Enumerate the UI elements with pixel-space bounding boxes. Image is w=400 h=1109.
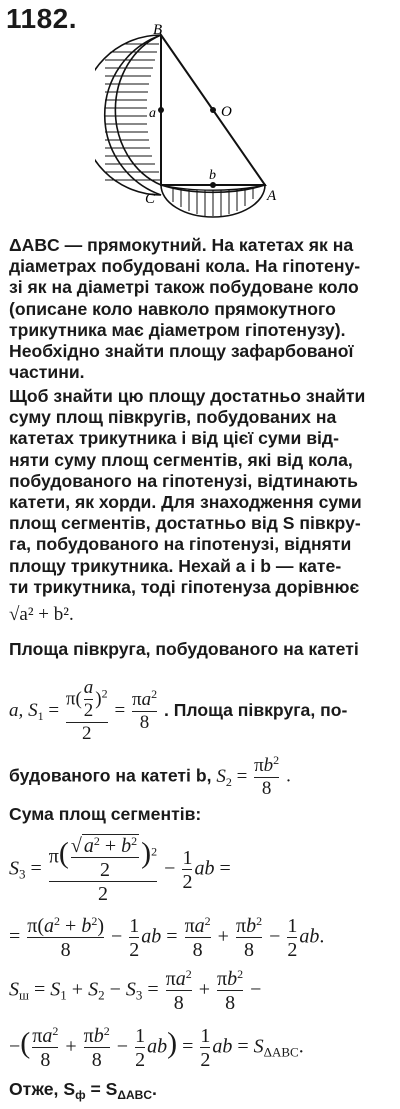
triangle-figure xyxy=(95,20,295,240)
s1-line: a, $S_1$ = π( $\frac{a}{2}$ )$^2$ 2 = $\frac{\pi a^2}{8}$ . Площа півкруга, по- xyxy=(9,677,348,744)
s1-suffix: . Площа півкруга, по- xyxy=(163,700,348,720)
label-c: C xyxy=(145,191,156,207)
s2-text: будованого на катеті b, xyxy=(9,765,212,786)
label-b-side: b xyxy=(209,168,216,183)
intro-line: трикутника має діаметром гіпотенузу). xyxy=(9,319,346,340)
s2-line: будованого на катеті b, $S_2$ = $\frac{\pi b^2}{8}$ . xyxy=(9,753,291,799)
segments-heading: Сума площ сегментів: xyxy=(9,804,202,824)
method-line: ти трикутника, тоді гіпотенуза дорівнює xyxy=(9,576,360,597)
intro-line: Необхідно знайти площу зафарбованої xyxy=(9,341,354,362)
intro-line: (описане коло навколо прямокутного xyxy=(9,298,336,319)
label-a: a xyxy=(149,106,156,121)
intro-line: частини. xyxy=(9,362,85,383)
semicircle-intro: Площа півкруга, побудованого на катеті xyxy=(9,639,359,659)
s1-fraction: π( $\frac{a}{2}$ )$^2$ 2 xyxy=(65,677,108,744)
method-line: катети, як хорди. Для знаходження суми xyxy=(9,492,362,513)
method-paragraph xyxy=(9,386,392,598)
method-line: площ сегментів, достатньо від S півкру- xyxy=(9,513,361,534)
method-line: суму площ півкругів, побудованих на xyxy=(9,407,337,428)
label-o: O xyxy=(221,104,232,120)
method-line: Щоб знайти цю площу достатньо знайти xyxy=(9,386,366,406)
conclusion-text: Отже, S xyxy=(9,1079,76,1099)
label-a-vertex: A xyxy=(267,188,277,204)
method-line: катетах трикутника і від цієї суми від- xyxy=(9,428,339,449)
intro-line: ΔABC — прямокутний. На катетах як на xyxy=(9,235,354,255)
intro-paragraph xyxy=(9,235,392,383)
intro-line: діаметрах побудовані кола. На гіпотену- xyxy=(9,256,361,277)
conclusion-dot: . xyxy=(151,1079,157,1099)
shaded-area-equation: $S_ш = S_1 + S_2 - S_3$ = $\frac{\pi a^2}{8}$ + $\frac{\pi b^2}{8}$ − xyxy=(9,967,262,1014)
s3-equation-cont: = $\frac{\pi(a^2 + b^2)}{8}$ − $\frac{1}{2}$ ab = $\frac{\pi a^2}{8}$ + $\frac{\pi b^2}{8}$ − $\frac{1}{2}$ ab. xyxy=(9,914,325,961)
s1-prefix: a, xyxy=(9,700,24,721)
label-b-vertex: B xyxy=(153,22,163,38)
s3-equation: $S_3$ = π( $\frac{√ a^2 + b^2}{2}$ )$^2$ 2 − $\frac{1}{2}$ ab = xyxy=(9,834,231,905)
method-line: га, побудованого на гіпотенузі, відняти xyxy=(9,534,352,555)
method-line: няти суму площ сегментів, які від кола, xyxy=(9,449,353,470)
conclusion-sub2: ΔABC xyxy=(117,1088,152,1102)
method-line: площу трикутника. Нехай a і b — кате- xyxy=(9,555,342,576)
conclusion xyxy=(9,1079,157,1102)
problem-number: 1182. xyxy=(6,3,78,34)
final-equation: −( $\frac{\pi a^2}{8}$ + $\frac{\pi b^2}{8}$ − $\frac{1}{2}$ ab) = $\frac{1}{2}$ ab = $S_{\Delta ABC}$. xyxy=(9,1024,304,1071)
intro-line: зі як на діаметрі також побудоване коло xyxy=(9,277,359,298)
conclusion-end: = S xyxy=(85,1079,118,1099)
conclusion-sub: ф xyxy=(75,1088,86,1102)
hypotenuse-expression: √a² + b². xyxy=(9,604,74,625)
method-line: побудованого на гіпотенузі, відтинають xyxy=(9,470,358,491)
